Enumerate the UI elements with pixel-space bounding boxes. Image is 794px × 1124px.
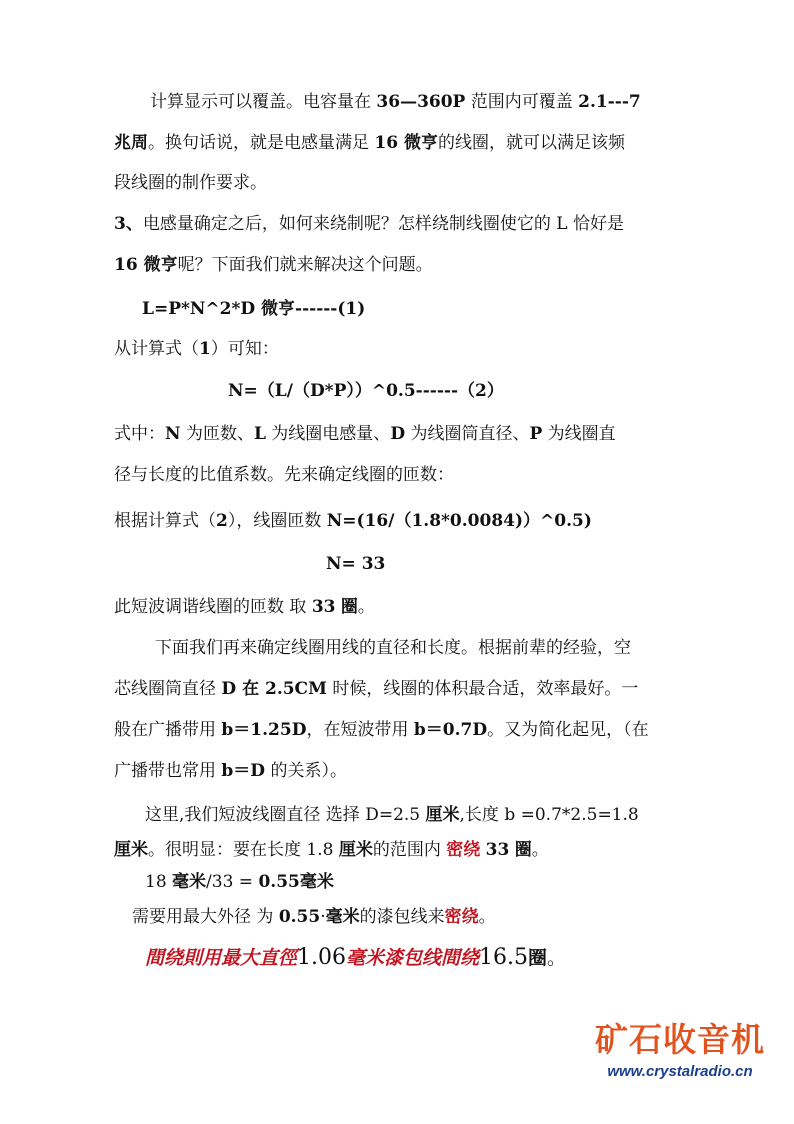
paragraph-line-9: 式中：N 为匝数、L 为线圈电感量、D 为线圈筒直径、P 为线圈直	[114, 424, 616, 444]
formula-2: N=（L/（D*P））^0.5------（2）	[228, 381, 504, 401]
result-n: N= 33	[326, 554, 386, 574]
paragraph-line-3: 段线圈的制作要求。	[114, 173, 267, 193]
paragraph-line-17: 广播带也常用 b＝D 的关系）。	[114, 761, 347, 781]
paragraph-line-11: 根据计算式（2），线圈匝数 N=(16/（1.8*0.0084)）^0.5)	[114, 511, 592, 531]
paragraph-line-13: 此短波调谐线圈的匝数 取 33 圈。	[114, 597, 375, 617]
logo-url: www.crystalradio.cn	[607, 1063, 753, 1080]
paragraph-line-19: 厘米。很明显：要在长度 1.8 厘米的范围内 密绕 33 圈。	[114, 840, 549, 860]
site-logo	[580, 1018, 780, 1114]
logo-title: 矿石收音机	[595, 1020, 765, 1059]
paragraph-line-5: 16 微亨呢？下面我们就来解决这个问题。	[114, 255, 433, 275]
paragraph-line-16: 般在广播带用 b＝1.25D，在短波带用 b＝0.7D。又为简化起见，（在	[114, 720, 649, 740]
paragraph-line-14: 下面我们再来确定线圈用线的直径和长度。根据前辈的经验，空	[155, 638, 631, 658]
paragraph-line-10: 径与长度的比值系数。先来确定线圈的匝数：	[114, 465, 454, 485]
paragraph-line-4: 3、电感量确定之后，如何来绕制呢？怎样绕制线圈使它的 L 恰好是	[114, 214, 624, 234]
paragraph-line-2: 兆周。换句话说，就是电感量满足 16 微亨的线圈，就可以满足该频	[114, 133, 625, 153]
paragraph-line-1: 计算显示可以覆盖。电容量在 36—360P 范围内可覆盖 2.1---7	[150, 92, 641, 112]
paragraph-line-22: 間绕則用最大直徑1.06毫米漆包线間绕16.5圈。	[145, 945, 567, 970]
paragraph-line-15: 芯线圈筒直径 D 在 2.5CM 时候，线圈的体积最合适，效率最好。一	[114, 679, 639, 699]
paragraph-line-7: 从计算式（1）可知：	[114, 339, 279, 359]
paragraph-line-18: 这里,我们短波线圈直径 选择 D=2.5 厘米,长度 b =0.7*2.5=1.8	[145, 805, 639, 825]
paragraph-line-20: 18 毫米/33 = 0.55毫米	[145, 872, 334, 892]
formula-1: L=P*N^2*D 微亨------(1)	[142, 299, 366, 319]
paragraph-line-21: 需要用最大外径 为 0.55·毫米的漆包线来密绕。	[132, 907, 496, 927]
